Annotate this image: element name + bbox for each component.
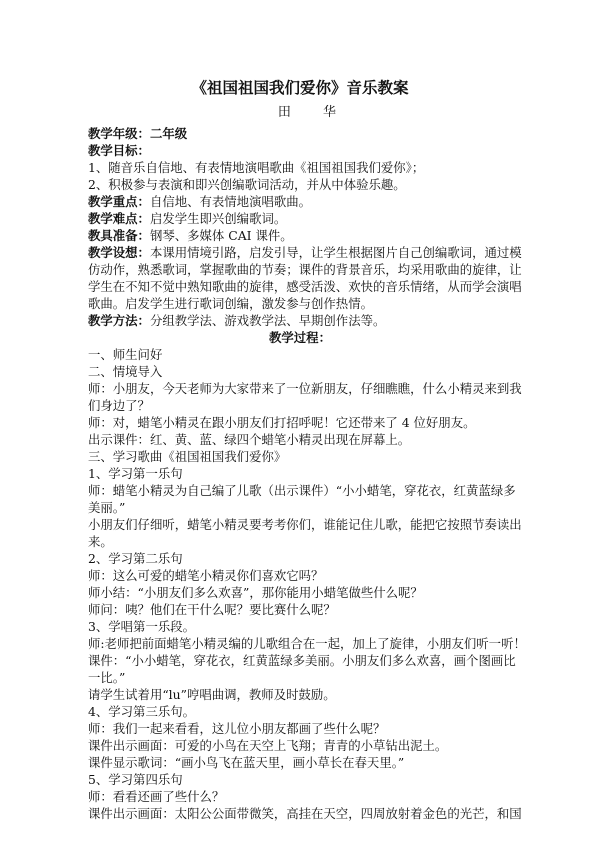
document-title: 《祖国祖国我们爱你》音乐教案 [191, 78, 409, 97]
process-line: 二、情境导入 [88, 364, 163, 379]
process-line: 师：蜡笔小精灵为自己编了儿歌（出示课件）“小小蜡笔，穿花衣，红黄蓝绿多 [88, 483, 516, 498]
concept-line-3: 学生在不知不觉中熟知歌曲的旋律，感受活泼、欢快的音乐情绪，从而学会演唱 [88, 279, 522, 294]
concept-line-4: 歌曲。启发学生进行歌词创编，激发参与创作热情。 [88, 296, 373, 311]
process-line: 一比。” [88, 670, 126, 685]
process-line: 4、学习第三乐句。 [88, 704, 196, 719]
concept-label: 教学设想： [88, 245, 150, 260]
process-line: 师：这么可爱的蜡笔小精灵你们喜欢它吗？ [88, 568, 324, 583]
process-line: 师：对，蜡笔小精灵在跟小朋友们打招呼呢！它还带来了 4 位好朋友。 [88, 415, 476, 430]
process-line: 师:老师把前面蜡笔小精灵编的儿歌组合在一起，加上了旋律，小朋友们听一听！ [88, 636, 526, 651]
process-line: 课件：“小小蜡笔，穿花衣，红黄蓝绿多美丽。小朋友们多么欢喜，画个图画比 [88, 653, 516, 668]
process-line: 课件出示画面：太阳公公面带微笑，高挂在天空，四周放射着金色的光芒，和国 [88, 806, 522, 821]
process-line: 们身边了？ [88, 398, 150, 413]
key-point-label: 教学重点： [88, 194, 150, 209]
process-line: 课件显示歌词：“画小鸟飞在蓝天里，画小草长在春天里。” [88, 755, 405, 770]
author-name: 田 华 [277, 105, 351, 120]
process-line: 课件出示画面：可爱的小鸟在天空上飞翔；青青的小草钻出泥土。 [88, 738, 448, 753]
concept-line-1: 本课用情境引路，启发引导，让学生根据图片自己创编歌词，通过模 [149, 245, 522, 260]
process-line: 三、学习歌曲《祖国祖国我们爱你》 [88, 449, 287, 464]
prep-value: 钢琴、多媒体 CAI 课件。 [149, 228, 293, 243]
process-line: 来。 [88, 534, 113, 549]
key-point-value: 自信地、有表情地演唱歌曲。 [149, 194, 312, 209]
process-line: 师：我们一起来看看，这儿位小朋友都画了些什么呢？ [88, 721, 386, 736]
process-line: 美丽。” [88, 500, 126, 515]
prep-label: 教具准备： [88, 228, 150, 243]
difficulty-label: 教学难点： [88, 211, 150, 226]
grade-value: 二年级 [149, 126, 188, 141]
process-line: 师：看看还画了些什么？ [88, 789, 225, 804]
difficulty-value: 启发学生即兴创编歌词。 [149, 211, 287, 226]
process-heading: 教学过程： [269, 330, 331, 345]
process-line: 出示课件：红、黄、蓝、绿四个蜡笔小精灵出现在屏幕上。 [88, 432, 411, 447]
process-line: 1、学习第一乐句 [88, 466, 183, 481]
process-line: 小朋友们仔细听，蜡笔小精灵要考考你们，谁能记住儿歌，能把它按照节奏读出 [88, 517, 522, 532]
process-line: 5、学习第四乐句 [88, 772, 183, 787]
methods-value: 分组教学法、游戏教学法、早期创作法等。 [149, 313, 386, 328]
process-line: 师：小朋友，今天老师为大家带来了一位新朋友，仔细瞧瞧，什么小精灵来到我 [88, 381, 522, 396]
concept-line-2: 仿动作，熟悉歌词，掌握歌曲的节奏；课件的背景音乐，均采用歌曲的旋律，让 [88, 262, 522, 277]
process-line: 2、学习第二乐句 [88, 551, 183, 566]
process-line: 一、师生问好 [88, 347, 163, 362]
process-line: 3、学唱第一乐段。 [88, 619, 196, 634]
process-line: 请学生试着用“lu”哼唱曲调，教师及时鼓励。 [88, 687, 336, 702]
objective-2: 2、积极参与表演和即兴创编歌词活动，并从中体验乐趣。 [88, 177, 406, 192]
process-line: 师问：咦？他们在干什么呢？要比赛什么呢？ [88, 602, 336, 617]
methods-label: 教学方法： [88, 313, 150, 328]
objective-1: 1、随音乐自信地、有表情地演唱歌曲《祖国祖国我们爱你》； [88, 160, 425, 175]
objectives-label: 教学目标： [88, 143, 150, 158]
grade-label: 教学年级： [88, 126, 150, 141]
process-line: 师小结：“小朋友们多么欢喜”，那你能用小蜡笔做些什么呢？ [88, 585, 423, 600]
